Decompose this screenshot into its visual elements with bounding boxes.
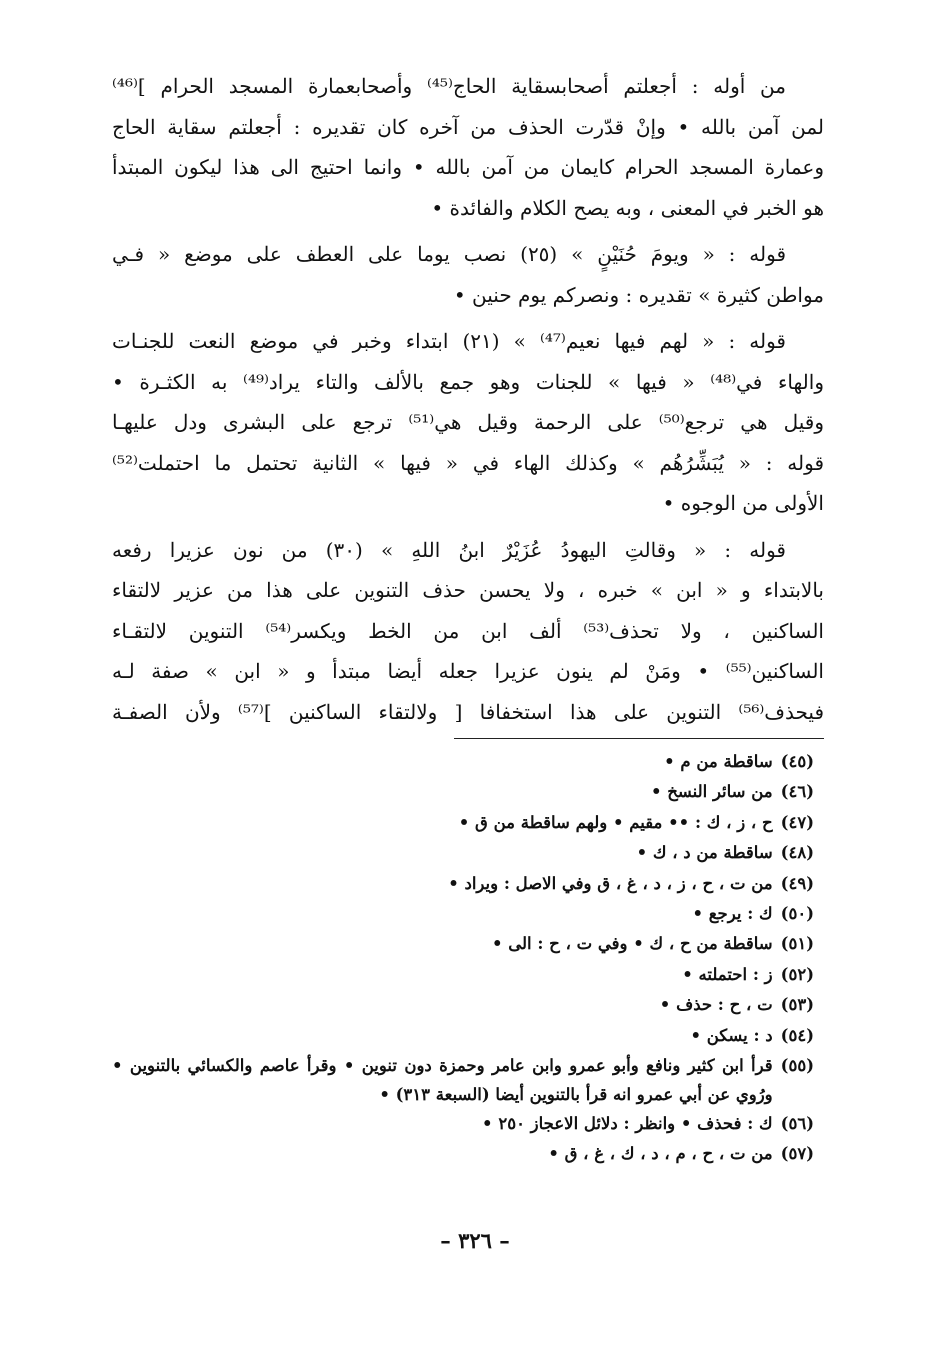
text-line: لمن آمن بالله • وإنْ قدّرت الحذف من آخره كان تقديره : أجعلتم سقاية الحاج [112, 114, 824, 139]
text-line: هو الخبر في المعنى ، وبه يصح الكلام والفائدة • [431, 195, 824, 220]
footnote-text: ح ، ز ، ك : •• مقيم • ولهم ساقطة من ق • [458, 812, 773, 832]
footnote-number: (٥١) [780, 934, 814, 954]
text-line: وقيل هي ترجع⁽⁵⁰⁾ على الرحمة وقيل هي⁽⁵¹⁾ ترجع على البشرى ودل عليهـا [112, 410, 824, 434]
footnote-text: قرأ ابن كثير ونافع وأبو عمرو وابن عامر وحمزة دون تنوين • وقرأ عاصم والكسائي بالتنوين • ورُوي عن أبي عمرو انه قرأ بالتنوين أيضا (السبعة ٣١٣) • [112, 1056, 773, 1105]
footnote-text: ساقطة من ح ، ك • وفي ت ، ح : الى • [491, 934, 773, 954]
footnote-number: (٥٧) [780, 1144, 814, 1164]
paragraph-1 [112, 66, 824, 228]
text-line: بالابتداء و « ابن » خبره ، ولا يحسن حذف التنوين على هذا من عزير لالتقاء [112, 578, 824, 602]
footnote-number: (٤٥) [780, 752, 814, 771]
footnote-number: (٥٦) [780, 1114, 814, 1134]
footnote-57 [112, 1139, 824, 1169]
footnote-53 [112, 990, 824, 1020]
footnote-text: من سائر النسخ • [650, 782, 773, 802]
paragraph-3 [112, 321, 824, 524]
footnote-number: (٥٠) [780, 904, 814, 924]
footnotes [112, 747, 824, 1170]
paragraph-4 [112, 530, 824, 733]
text-line: الأولى من الوجوه • [662, 491, 824, 515]
footnote-text: ساقطة من م • [664, 752, 773, 771]
footnote-47 [112, 808, 824, 838]
footnote-55 [112, 1051, 824, 1109]
footnote-text: ز : احتملته • [682, 964, 773, 984]
footnote-number: (٥٥) [780, 1056, 814, 1076]
text-line: مواطن كثيرة » تقديره : ونصركم يوم حنين • [453, 282, 824, 307]
text-line: قوله : « ويومَ حُنَيْنٍ » (٢٥) نصب يوما على العطف على موضع « فـي [112, 242, 787, 266]
footnote-49 [112, 869, 824, 899]
footnote-50 [112, 899, 824, 929]
footnote-56 [112, 1109, 824, 1139]
footnote-number: (٥٢) [780, 964, 814, 984]
text-line: قوله : « يُبَشِّرُهُم » وكذلك الهاء في « فيها » الثانية تحتمل ما احتملت⁽⁵²⁾ [112, 450, 824, 475]
footnote-46 [112, 777, 824, 807]
footnote-text: ك : فحذف • وانظر : دلائل الاعجاز ٢٥٠ • [482, 1114, 773, 1134]
footnote-48 [112, 838, 824, 868]
footnote-text: د : يسكن • [690, 1025, 773, 1045]
page-number: – ٣٢٦ – [440, 1228, 510, 1253]
footnote-number: (٤٩) [780, 873, 814, 893]
text-line: فيحذف⁽⁵⁶⁾ التنوين على هذا استخفافا [ ولالتقاء الساكنين ]⁽⁵⁷⁾ ولأن الصفـة [112, 699, 824, 724]
text-line: قوله : « لهم فيها نعيم⁽⁴⁷⁾ » (٢١) ابتداء وخبر في موضع النعت للجنـات [112, 329, 786, 353]
text-line: والهاء في⁽⁴⁸⁾ « فيها » للجنات وهو جمع بالألف والتاء يراد⁽⁴⁹⁾ به الكثـرة • [112, 369, 824, 394]
text-line: قوله : « وقالتِ اليهودُ عُزَيْرٌ ابنُ اللهِ » (٣٠) من نون عزيرا رفعه [112, 537, 786, 562]
page-body [112, 66, 824, 1170]
footnote-text: من ت ، ح ، ز ، د ، غ ، ق وفي الاصل : ويراد • [448, 873, 773, 893]
text-line: الساكنين⁽⁵⁵⁾ • ومَنْ لم ينون عزيرا جعله أيضا مبتدأ و « ابن » صفة لـه [112, 659, 824, 683]
footnote-text: ساقطة من د ، ك • [636, 843, 773, 863]
footnote-text: من ت ، ح ، م ، د ، ك ، غ ، ق • [548, 1144, 773, 1164]
footnote-number: (٤٨) [780, 843, 814, 863]
footnote-54 [112, 1021, 824, 1051]
footnote-number: (٤٦) [780, 782, 814, 802]
footnote-number: (٥٣) [780, 995, 814, 1015]
paragraph-2 [112, 234, 824, 315]
footnote-52 [112, 960, 824, 990]
footnote-number: (٥٤) [780, 1025, 814, 1045]
footnote-number: (٤٧) [780, 812, 814, 832]
text-line: من أوله : أجعلتم أصحابسقاية الحاج⁽⁴⁵⁾ وأصحابعمارة المسجد الحرام ]⁽⁴⁶⁾ [112, 74, 786, 98]
footnote-45 [112, 747, 824, 777]
text-line: وعمارة المسجد الحرام كايمان من آمن بالله • وانما احتيج الى هذا ليكون المبتدأ [112, 155, 824, 179]
text-line: الساكنين ، ولا تحذف⁽⁵³⁾ ألف ابن من الخط ويكسر⁽⁵⁴⁾ التنوين لالتقـاء [112, 618, 824, 643]
footnote-51 [112, 929, 824, 959]
footnote-text: ت ، ح : حذف • [659, 995, 773, 1015]
footnote-divider [454, 738, 824, 739]
footnote-text: ك : يرجع • [692, 904, 773, 924]
